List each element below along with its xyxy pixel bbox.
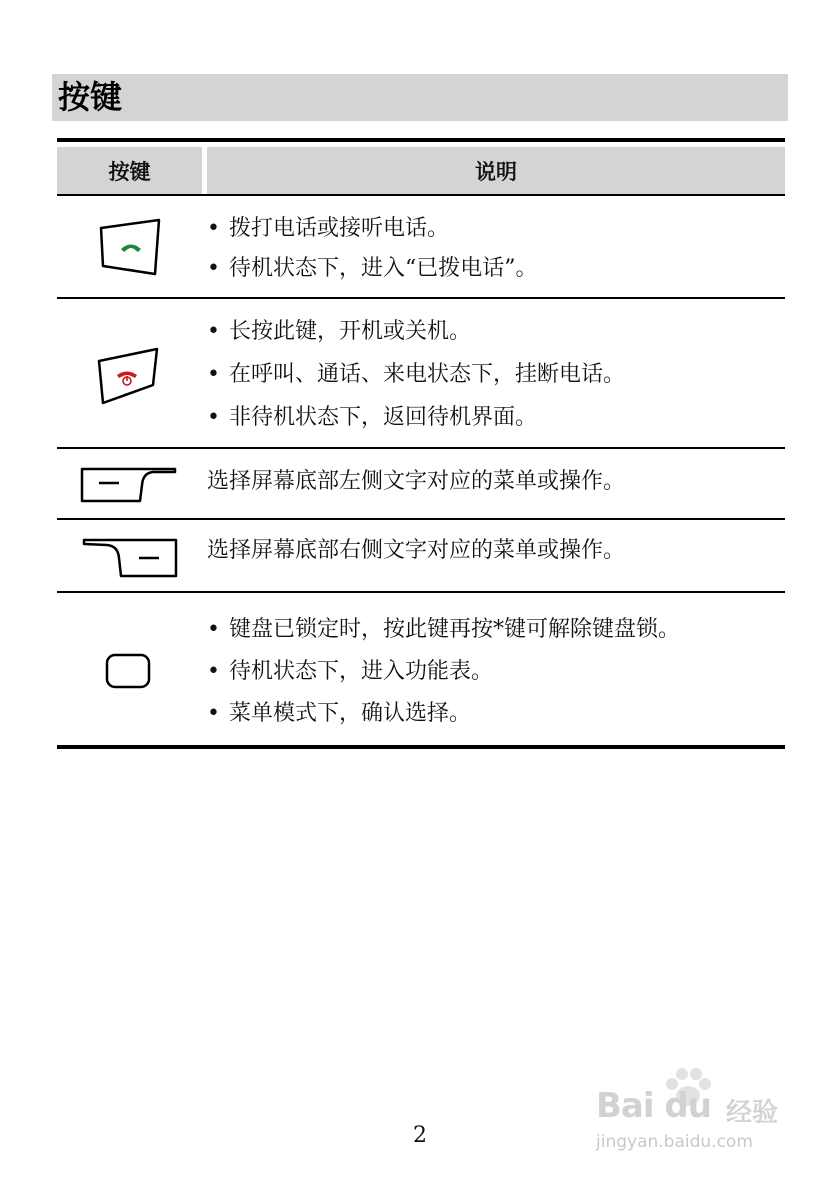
table-row [57, 449, 785, 519]
key-cell [57, 299, 202, 447]
left-soft-key-icon [79, 463, 179, 505]
list-item: • 键盘已锁定时，按此键再按*键可解除键盘锁。 [207, 617, 681, 642]
list-item: • 待机状态下，进入功能表。 [207, 659, 494, 684]
list-item: • 在呼叫、通话、来电状态下，挂断电话。 [207, 362, 626, 387]
table-row [57, 299, 785, 447]
description-cell [207, 196, 785, 298]
table-row [57, 593, 785, 745]
description-text: 选择屏幕底部左侧文字对应的菜单或操作。 [207, 469, 626, 494]
table-row [57, 520, 785, 592]
list-item: • 待机状态下，进入“已拨电话”。 [207, 256, 538, 281]
section-title: 按键 [58, 78, 123, 116]
table-bottom-rule [57, 745, 785, 749]
header-key: 按键 [57, 147, 202, 194]
end-key-icon [95, 345, 163, 407]
table-header [57, 147, 785, 194]
section-header [52, 74, 788, 121]
key-cell [57, 593, 202, 745]
header-description: 说明 [207, 147, 785, 194]
list-item: • 非待机状态下，返回待机界面。 [207, 405, 538, 430]
watermark-url: jingyan.baidu.com [596, 1132, 753, 1152]
table-row [57, 196, 785, 298]
ok-key-icon [103, 651, 153, 691]
page-number: 2 [413, 1123, 427, 1148]
right-soft-key-icon [81, 534, 181, 580]
call-key-icon [97, 218, 163, 280]
description-cell [207, 593, 785, 745]
table-top-rule [57, 138, 785, 142]
key-cell [57, 196, 202, 298]
description-cell [207, 299, 785, 447]
key-cell [57, 449, 202, 519]
list-item: • 菜单模式下，确认选择。 [207, 701, 472, 726]
description-text: 选择屏幕底部右侧文字对应的菜单或操作。 [207, 538, 626, 563]
watermark-jingyan: 经验 [726, 1098, 779, 1128]
key-cell [57, 520, 202, 592]
description-cell [207, 520, 785, 592]
watermark-logo: Bai du [596, 1086, 711, 1126]
list-item: • 拨打电话或接听电话。 [207, 216, 450, 241]
description-cell [207, 449, 785, 519]
list-item: • 长按此键，开机或关机。 [207, 319, 472, 344]
